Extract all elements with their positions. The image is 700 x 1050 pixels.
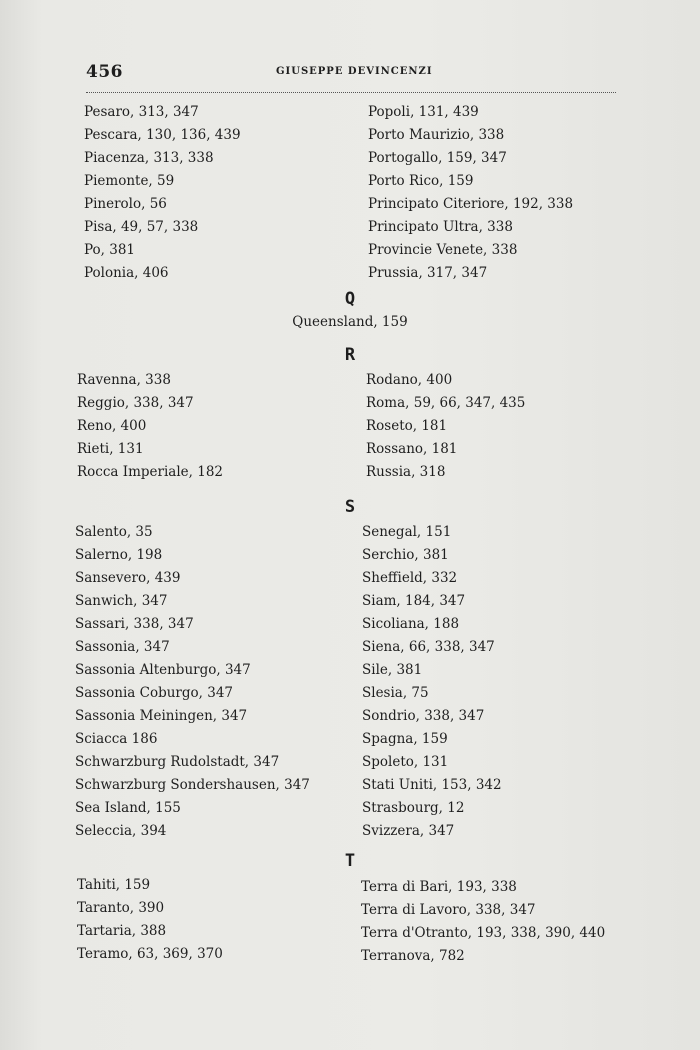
index-entry: Sassonia Meiningen, 347 [75, 708, 248, 724]
index-entry: Terra d'Otranto, 193, 338, 390, 440 [361, 925, 606, 941]
index-entry: Salento, 35 [75, 524, 153, 540]
section-letter-t: T [344, 851, 356, 871]
index-entry: Popoli, 131, 439 [368, 104, 479, 120]
section-letter-r: R [344, 345, 356, 365]
running-head: GIUSEPPE DEVINCENZI [276, 66, 433, 77]
index-entry: Siam, 184, 347 [362, 593, 466, 609]
index-entry: Sassonia Coburgo, 347 [75, 685, 233, 701]
index-entry: Sile, 381 [362, 662, 423, 678]
index-entry: Sciacca 186 [75, 731, 158, 747]
index-entry: Senegal, 151 [362, 524, 452, 540]
index-entry: Sicoliana, 188 [362, 616, 460, 632]
index-entry: Polonia, 406 [84, 265, 169, 281]
index-entry: Salerno, 198 [75, 547, 163, 563]
index-entry: Provincie Venete, 338 [368, 242, 518, 258]
section-letter-q: Q [344, 289, 356, 309]
index-column-t-left [77, 874, 223, 966]
index-entry: Tartaria, 388 [77, 923, 167, 939]
index-entry: Po, 381 [84, 242, 136, 258]
index-entry: Terranova, 782 [361, 948, 465, 964]
section-letter-s: S [344, 497, 356, 517]
index-entry: Principato Citeriore, 192, 338 [368, 196, 574, 212]
index-entry: Porto Rico, 159 [368, 173, 474, 189]
index-column-p-right [368, 101, 573, 285]
index-entry: Slesia, 75 [362, 685, 429, 701]
index-column-t-right [361, 876, 605, 968]
page-number: 456 [86, 62, 123, 82]
index-entry: Pisa, 49, 57, 338 [84, 219, 199, 235]
index-entry: Spagna, 159 [362, 731, 448, 747]
index-entry: Strasbourg, 12 [362, 800, 465, 816]
index-entry: Pesaro, 313, 347 [84, 104, 199, 120]
index-entry: Sansevero, 439 [75, 570, 181, 586]
index-entry: Ravenna, 338 [77, 372, 171, 388]
index-entry: Rieti, 131 [77, 441, 144, 457]
index-entry: Sea Island, 155 [75, 800, 181, 816]
index-entry: Sheffield, 332 [362, 570, 458, 586]
index-entry: Reno, 400 [77, 418, 147, 434]
index-entry: Pescara, 130, 136, 439 [84, 127, 241, 143]
index-entry: Rossano, 181 [366, 441, 458, 457]
index-entry: Taranto, 390 [77, 900, 165, 916]
index-entry: Principato Ultra, 338 [368, 219, 513, 235]
index-entry: Sondrio, 338, 347 [362, 708, 485, 724]
index-entry: Sassonia, 347 [75, 639, 170, 655]
index-entry: Rocca Imperiale, 182 [77, 464, 223, 480]
index-entry: Roseto, 181 [366, 418, 448, 434]
index-entry: Porto Maurizio, 338 [368, 127, 505, 143]
index-entry: Terra di Lavoro, 338, 347 [361, 902, 536, 918]
index-entry: Teramo, 63, 369, 370 [77, 946, 223, 962]
index-entry: Prussia, 317, 347 [368, 265, 488, 281]
index-entry: Schwarzburg Sondershausen, 347 [75, 777, 310, 793]
index-column-r-left [77, 369, 223, 484]
index-entry: Sassonia Altenburgo, 347 [75, 662, 251, 678]
index-entry: Sanwich, 347 [75, 593, 168, 609]
index-entry: Stati Uniti, 153, 342 [362, 777, 502, 793]
index-entry: Tahiti, 159 [77, 877, 151, 893]
index-entry: Pinerolo, 56 [84, 196, 167, 212]
index-entry: Spoleto, 131 [362, 754, 449, 770]
index-entry: Serchio, 381 [362, 547, 449, 563]
index-column-s-right [362, 521, 502, 843]
index-column-p-left [84, 101, 241, 285]
index-entry: Reggio, 338, 347 [77, 395, 194, 411]
index-entry: Piacenza, 313, 338 [84, 150, 214, 166]
index-entry: Portogallo, 159, 347 [368, 150, 507, 166]
index-column-s-left [75, 521, 310, 843]
index-entry: Schwarzburg Rudolstadt, 347 [75, 754, 280, 770]
index-entry: Siena, 66, 338, 347 [362, 639, 495, 655]
index-entry: Sassari, 338, 347 [75, 616, 194, 632]
index-entry: Seleccia, 394 [75, 823, 167, 839]
index-entry: Svizzera, 347 [362, 823, 455, 839]
index-entry: Terra di Bari, 193, 338 [361, 879, 517, 895]
index-column-r-right [366, 369, 525, 484]
index-entry: Roma, 59, 66, 347, 435 [366, 395, 526, 411]
index-entry: Rodano, 400 [366, 372, 453, 388]
index-entry: Russia, 318 [366, 464, 446, 480]
index-entry: Piemonte, 59 [84, 173, 175, 189]
index-entry: Queensland, 159 [292, 314, 408, 330]
page-header [86, 60, 616, 93]
